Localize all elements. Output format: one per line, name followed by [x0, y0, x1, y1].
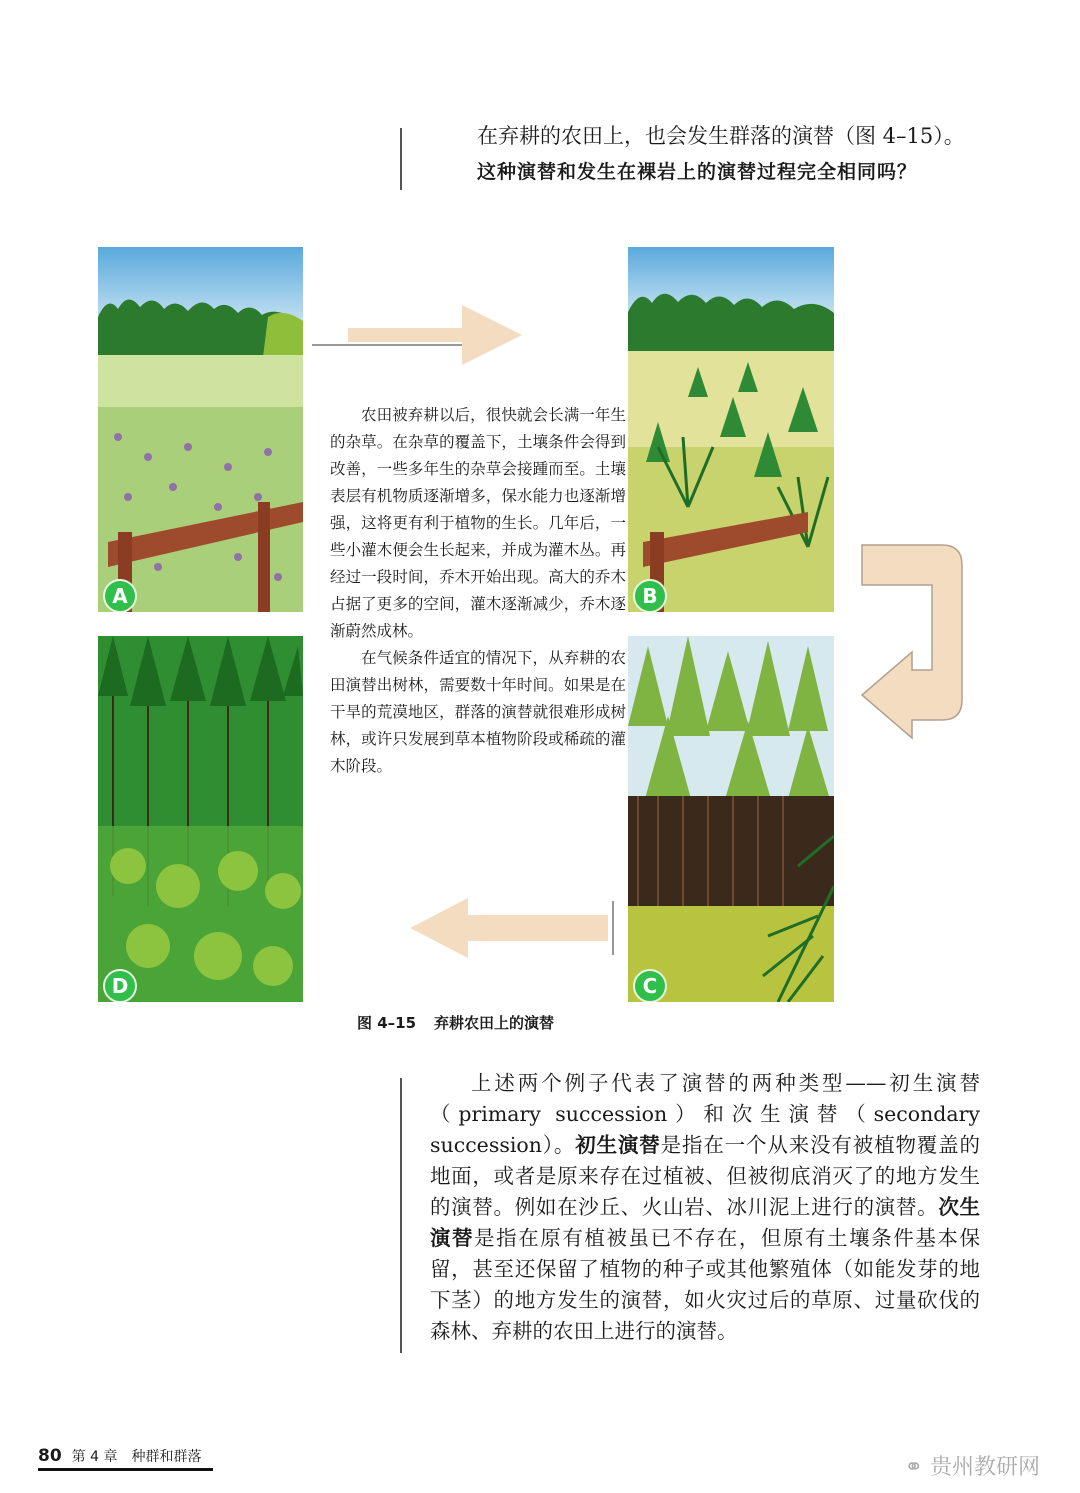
body-text [430, 1068, 980, 1347]
body-sentence-2: 是指在一个从来没有被植物覆盖的地面，或者是原来存在过植被、但被彻底消灭了的地方发生的演替。例如在沙丘、火山岩、冰川泥上进行的演替。 [430, 1133, 980, 1219]
term-secondary-succession: 次生演替 [430, 1195, 981, 1250]
body-sentence-1: 上述两个例子代表了演替的两种类型——初生演替（primary succession）和次生演替（secondary succession）。 [430, 1071, 980, 1157]
arrow-b-to-c [852, 540, 972, 740]
side-paragraph-1: 农田被弃耕以后，很快就会长满一年生的杂草。在杂草的覆盖下，土壤条件会得到改善，一些多年生的杂草会接踵而至。土壤表层有机物质逐渐增多，保水能力也逐渐增强，这将更有利于植物的生长。几年后，一些小灌木便会生长起来，并成为灌木丛。再经过一段时间，乔木开始出现。高大的乔木占据了更多的空间，灌木逐渐减少，乔木逐渐蔚然成林。 [330, 406, 626, 640]
arrow-a-to-b [312, 300, 524, 370]
body-margin-rule [400, 1078, 402, 1353]
side-paragraph-2: 在气候条件适宜的情况下，从弃耕的农田演替出树林，需要数十年时间。如果是在干旱的荒漠地区，群落的演替就很难形成树林，或许只发展到草本植物阶段或稀疏的灌木阶段。 [330, 649, 626, 775]
panel-a-field [98, 247, 303, 612]
wechat-icon: ⚭ [904, 1455, 923, 1480]
body-paragraph [430, 1068, 980, 1347]
panel-badge-c: C [633, 969, 667, 1002]
caption-number: 图 4–15 [357, 1014, 417, 1032]
arrow-c-to-d [408, 893, 616, 963]
panel-badge-a: A [103, 579, 137, 612]
panel-b-shrubs [628, 247, 834, 612]
page-number: 80 [38, 1446, 62, 1466]
footer-rule [38, 1468, 213, 1471]
body-sentence-3: 是指在原有植被虽已不存在，但原有土壤条件基本保留，甚至还保留了植物的种子或其他繁殖体（如能发芽的地下茎）的地方发生的演替，如火灾过后的草原、过量砍伐的森林、弃耕的农田上进行的演替。 [430, 1226, 980, 1343]
chapter-title: 第 4 章 种群和群落 [71, 1449, 202, 1465]
intro-text [477, 118, 997, 190]
watermark-text: 贵州教研网 [929, 1455, 1040, 1480]
page-footer [38, 1446, 201, 1466]
intro-line-1: 在弃耕的农田上，也会发生群落的演替（图 4–15）。 [477, 124, 965, 148]
panel-d-forest [98, 636, 303, 1002]
figure-side-text [330, 402, 626, 780]
caption-title: 弃耕农田上的演替 [434, 1014, 555, 1032]
panel-badge-b: B [633, 579, 667, 612]
watermark [905, 1450, 1040, 1481]
term-primary-succession: 初生演替 [575, 1133, 661, 1157]
panel-c-pine-forest [628, 636, 834, 1002]
panel-badge-d: D [103, 969, 137, 1002]
figure-caption [357, 1012, 572, 1033]
intro-margin-rule [400, 128, 402, 190]
intro-question: 这种演替和发生在裸岩上的演替过程完全相同吗？ [477, 161, 918, 183]
